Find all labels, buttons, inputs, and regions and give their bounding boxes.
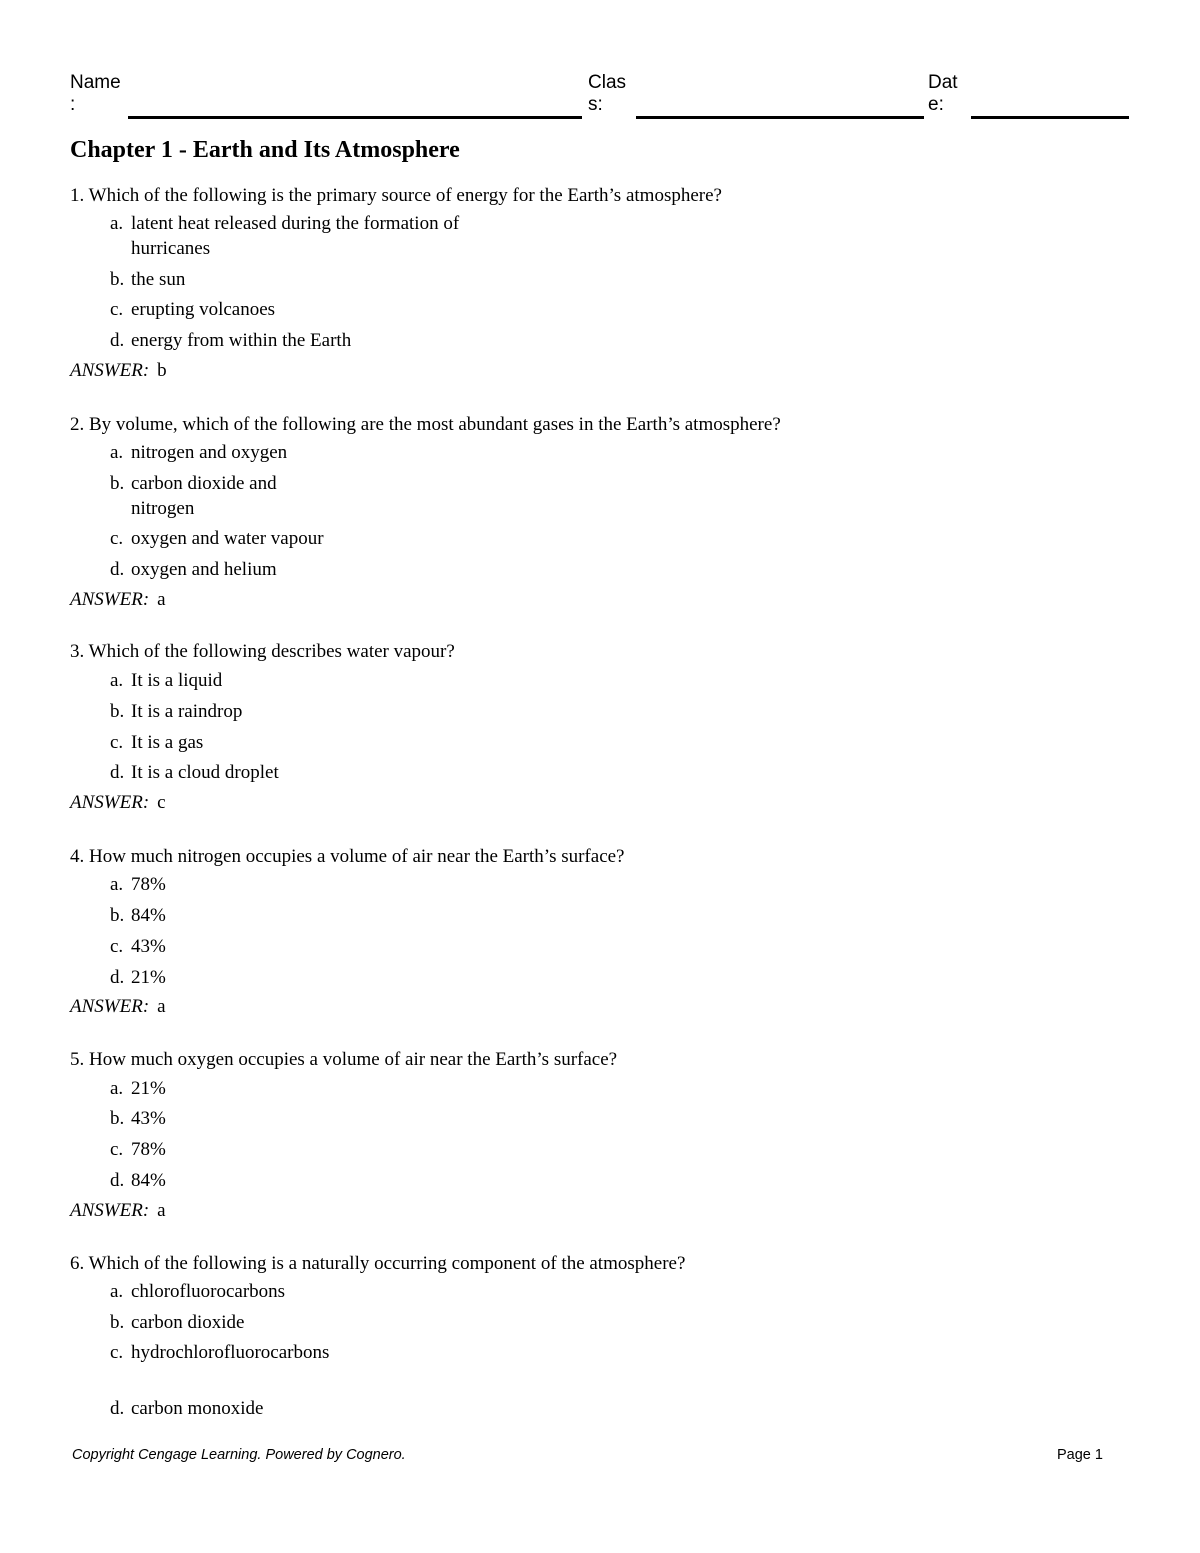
option-letter: c.	[110, 1139, 124, 1160]
q2-answer	[70, 589, 166, 611]
name-label-line1: Name	[70, 72, 121, 93]
footer-copyright: Copyright Cengage Learning. Powered by Cognero.	[72, 1447, 406, 1463]
class-label-line2: s:	[588, 94, 603, 115]
option-letter: c.	[110, 528, 124, 549]
option-text: It is a cloud droplet	[131, 762, 279, 783]
option-letter: d.	[110, 762, 125, 783]
option-text: It is a liquid	[131, 670, 223, 691]
option-text: 84%	[131, 1170, 166, 1191]
answer-label: ANSWER:	[70, 360, 150, 381]
option-text: hydrochlorofluorocarbons	[131, 1342, 330, 1363]
option-letter: b.	[110, 905, 125, 926]
q2-option-c[interactable]	[110, 526, 324, 551]
option-text: 21%	[131, 967, 166, 988]
option-letter: b.	[110, 1108, 125, 1129]
name-input-line[interactable]	[128, 116, 582, 119]
question-6: 6. Which of the following is a naturally occurring component of the atmosphere?	[70, 1253, 686, 1274]
q2-option-b[interactable]	[110, 471, 311, 521]
q4-answer	[70, 996, 166, 1018]
class-label	[588, 72, 626, 116]
option-text: 43%	[131, 1108, 166, 1129]
option-text: latent heat released during the formation of hurricanes	[131, 213, 460, 259]
footer-page-number: Page 1	[1057, 1447, 1103, 1463]
q3-option-b[interactable]	[110, 699, 242, 724]
option-letter: d.	[110, 967, 125, 988]
date-label-line2: e:	[928, 94, 944, 115]
q2-option-a[interactable]	[110, 440, 287, 465]
answer-label: ANSWER:	[70, 589, 150, 610]
question-1: 1. Which of the following is the primary source of energy for the Earth’s atmosphere?	[70, 185, 722, 206]
date-input-line[interactable]	[971, 116, 1129, 119]
answer-label: ANSWER:	[70, 1200, 150, 1221]
q5-option-b[interactable]	[110, 1106, 166, 1131]
option-text: nitrogen and oxygen	[131, 442, 288, 463]
option-letter: d.	[110, 559, 125, 580]
option-text: 78%	[131, 874, 166, 895]
option-letter: a.	[110, 442, 124, 463]
option-text: carbon dioxide	[131, 1312, 245, 1333]
date-label-line1: Dat	[928, 72, 958, 93]
name-label	[70, 72, 121, 116]
option-letter: a.	[110, 874, 124, 895]
q3-option-d[interactable]	[110, 760, 279, 785]
option-letter: b.	[110, 269, 125, 290]
page-title: Chapter 1 - Earth and Its Atmosphere	[70, 137, 460, 163]
option-text: carbon monoxide	[131, 1398, 264, 1419]
answer-value: b	[157, 360, 167, 381]
q6-option-d[interactable]	[110, 1396, 263, 1421]
answer-value: a	[157, 996, 166, 1017]
question-4: 4. How much nitrogen occupies a volume of air near the Earth’s surface?	[70, 846, 625, 867]
option-letter: a.	[110, 670, 124, 691]
class-input-line[interactable]	[636, 116, 924, 119]
option-text: energy from within the Earth	[131, 330, 352, 351]
q1-option-a[interactable]	[110, 211, 521, 261]
q4-option-c[interactable]	[110, 934, 166, 959]
option-text: the sun	[131, 269, 186, 290]
answer-value: a	[157, 1200, 166, 1221]
q1-option-b[interactable]	[110, 267, 185, 292]
option-letter: b.	[110, 1312, 125, 1333]
option-letter: c.	[110, 1342, 124, 1363]
option-text: 84%	[131, 905, 166, 926]
q3-option-c[interactable]	[110, 730, 203, 755]
option-letter: b.	[110, 473, 125, 494]
q6-option-a[interactable]	[110, 1279, 285, 1304]
option-text: 21%	[131, 1078, 166, 1099]
answer-label: ANSWER:	[70, 792, 150, 813]
q5-option-a[interactable]	[110, 1076, 166, 1101]
q4-option-d[interactable]	[110, 965, 166, 990]
q3-answer	[70, 792, 166, 814]
q1-answer	[70, 360, 167, 382]
option-letter: d.	[110, 330, 125, 351]
option-text: It is a gas	[131, 732, 204, 753]
q5-option-d[interactable]	[110, 1168, 166, 1193]
option-letter: d.	[110, 1170, 125, 1191]
option-text: oxygen and helium	[131, 559, 277, 580]
option-text: chlorofluorocarbons	[131, 1281, 286, 1302]
class-label-line1: Clas	[588, 72, 627, 93]
option-letter: a.	[110, 1078, 124, 1099]
q4-option-b[interactable]	[110, 903, 166, 928]
option-letter: d.	[110, 1398, 125, 1419]
name-label-line2: :	[70, 94, 76, 115]
option-text: 78%	[131, 1139, 166, 1160]
option-text: carbon dioxide and nitrogen	[131, 473, 277, 519]
q6-option-c[interactable]	[110, 1340, 351, 1365]
question-5: 5. How much oxygen occupies a volume of air near the Earth’s surface?	[70, 1049, 618, 1070]
q5-option-c[interactable]	[110, 1137, 166, 1162]
option-letter: c.	[110, 732, 124, 753]
q1-option-c[interactable]	[110, 297, 275, 322]
q6-option-b[interactable]	[110, 1310, 244, 1335]
option-letter: c.	[110, 936, 124, 957]
option-letter: a.	[110, 1281, 124, 1302]
question-3: 3. Which of the following describes water vapour?	[70, 641, 455, 662]
option-text: 43%	[131, 936, 166, 957]
answer-value: c	[157, 792, 166, 813]
q4-option-a[interactable]	[110, 872, 166, 897]
q5-answer	[70, 1200, 166, 1222]
q3-option-a[interactable]	[110, 668, 222, 693]
option-letter: a.	[110, 213, 124, 234]
q1-option-d[interactable]	[110, 328, 351, 353]
q2-option-d[interactable]	[110, 557, 277, 582]
answer-value: a	[157, 589, 166, 610]
option-text: It is a raindrop	[131, 701, 243, 722]
option-text: oxygen and water vapour	[131, 528, 324, 549]
option-letter: c.	[110, 299, 124, 320]
option-letter: b.	[110, 701, 125, 722]
date-label	[928, 72, 958, 116]
option-text: erupting volcanoes	[131, 299, 276, 320]
question-2: 2. By volume, which of the following are the most abundant gases in the Earth’s atmosphere?	[70, 414, 781, 435]
answer-label: ANSWER:	[70, 996, 150, 1017]
